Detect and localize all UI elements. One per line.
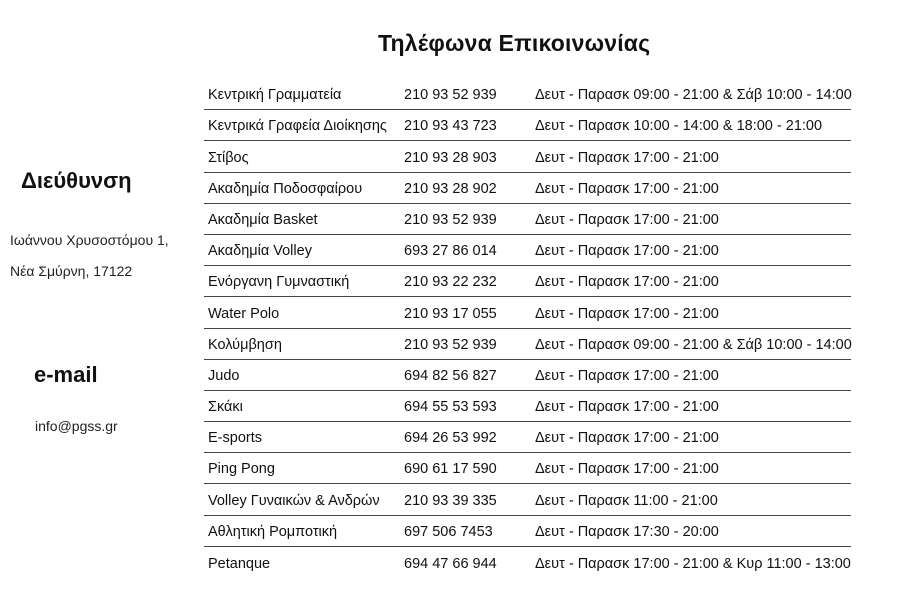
phone-number[interactable]: 210 93 52 939 <box>404 211 497 228</box>
opening-hours: Δευτ - Παρασκ 17:00 - 21:00 <box>535 461 719 478</box>
table-row <box>204 266 851 297</box>
department-name: E-sports <box>208 430 262 447</box>
phone-number[interactable]: 694 55 53 593 <box>404 399 497 416</box>
table-row <box>204 173 851 204</box>
phone-number[interactable]: 697 506 7453 <box>404 523 493 540</box>
table-row <box>204 297 851 328</box>
phone-number[interactable]: 690 61 17 590 <box>404 461 497 478</box>
department-name: Κεντρικά Γραφεία Διοίκησης <box>208 118 387 135</box>
table-row <box>204 235 851 266</box>
phone-number[interactable]: 210 93 39 335 <box>404 492 497 509</box>
department-name: Σκάκι <box>208 399 243 416</box>
opening-hours: Δευτ - Παρασκ 17:00 - 21:00 & Κυρ 11:00 - 13:00 <box>535 556 851 572</box>
opening-hours: Δευτ - Παρασκ 17:30 - 20:00 <box>535 523 719 540</box>
opening-hours: Δευτ - Παρασκ 17:00 - 21:00 <box>535 305 719 322</box>
phone-number[interactable]: 210 93 22 232 <box>404 274 497 291</box>
page-title: Τηλέφωνα Επικοινωνίας <box>378 30 651 56</box>
address-heading: Διεύθυνση <box>21 168 132 193</box>
table-row <box>204 422 851 453</box>
table-row <box>204 79 851 110</box>
department-name: Petanque <box>208 556 271 572</box>
department-name: Volley Γυναικών & Ανδρών <box>208 492 380 509</box>
table-row <box>204 547 851 578</box>
opening-hours: Δευτ - Παρασκ 17:00 - 21:00 <box>535 243 719 260</box>
opening-hours: Δευτ - Παρασκ 17:00 - 21:00 <box>535 399 719 416</box>
department-name: Ping Pong <box>208 461 275 478</box>
opening-hours: Δευτ - Παρασκ 17:00 - 21:00 <box>535 274 719 291</box>
phone-number[interactable]: 693 27 86 014 <box>404 243 497 260</box>
table-row <box>204 453 851 484</box>
phone-number[interactable]: 694 47 66 944 <box>404 556 497 572</box>
table-row <box>204 360 851 391</box>
table-row <box>204 204 851 235</box>
phone-number[interactable]: 210 93 17 055 <box>404 305 497 322</box>
department-name: Στίβος <box>208 149 249 166</box>
department-name: Ακαδημία Basket <box>208 211 318 228</box>
phone-number[interactable]: 210 93 43 723 <box>404 118 497 135</box>
department-name: Κεντρική Γραμματεία <box>208 87 342 104</box>
opening-hours: Δευτ - Παρασκ 17:00 - 21:00 <box>535 430 719 447</box>
phone-number[interactable]: 210 93 52 939 <box>404 336 497 353</box>
table-row <box>204 484 851 515</box>
department-name: Ακαδημία Ποδοσφαίρου <box>208 180 363 197</box>
department-name: Water Polo <box>208 305 280 322</box>
phone-number[interactable]: 694 82 56 827 <box>404 367 497 384</box>
contact-table <box>204 79 851 578</box>
opening-hours: Δευτ - Παρασκ 09:00 - 21:00 & Σάβ 10:00 - 14:00 <box>535 336 852 353</box>
opening-hours: Δευτ - Παρασκ 17:00 - 21:00 <box>535 211 719 228</box>
phone-number[interactable]: 210 93 28 902 <box>404 180 497 197</box>
department-name: Judo <box>208 367 240 384</box>
opening-hours: Δευτ - Παρασκ 10:00 - 14:00 & 18:00 - 21:00 <box>535 118 823 135</box>
phone-number[interactable]: 210 93 28 903 <box>404 149 497 166</box>
department-name: Κολύμβηση <box>208 336 282 353</box>
opening-hours: Δευτ - Παρασκ 17:00 - 21:00 <box>535 149 719 166</box>
department-name: Ακαδημία Volley <box>208 243 312 260</box>
opening-hours: Δευτ - Παρασκ 11:00 - 21:00 <box>535 492 718 509</box>
department-name: Ενόργανη Γυμναστική <box>208 274 350 291</box>
opening-hours: Δευτ - Παρασκ 17:00 - 21:00 <box>535 367 719 384</box>
table-row <box>204 329 851 360</box>
opening-hours: Δευτ - Παρασκ 17:00 - 21:00 <box>535 180 719 197</box>
department-name: Αθλητική Ρομποτική <box>208 523 338 540</box>
address-line-2: Νέα Σμύρνη, 17122 <box>10 263 133 279</box>
phone-number[interactable]: 694 26 53 992 <box>404 430 497 447</box>
table-row <box>204 110 851 141</box>
table-row <box>204 516 851 547</box>
table-row <box>204 141 851 172</box>
email-address[interactable]: info@pgss.gr <box>35 418 118 434</box>
email-heading: e-mail <box>34 362 98 387</box>
address-line-1: Ιωάννου Χρυσοστόμου 1, <box>10 232 169 248</box>
phone-number[interactable]: 210 93 52 939 <box>404 87 497 104</box>
table-row <box>204 391 851 422</box>
opening-hours: Δευτ - Παρασκ 09:00 - 21:00 & Σάβ 10:00 - 14:00 <box>535 87 852 104</box>
